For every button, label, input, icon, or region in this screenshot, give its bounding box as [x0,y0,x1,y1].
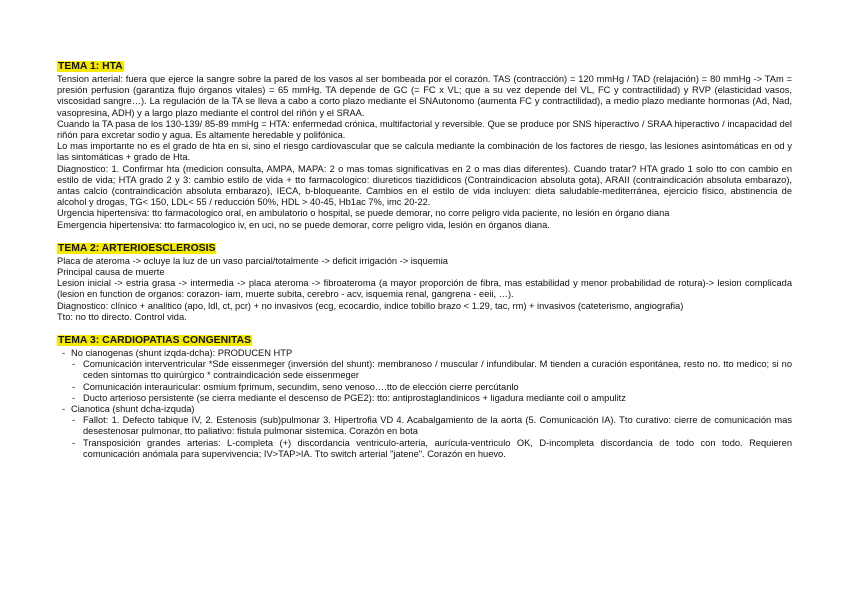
paragraph: Principal causa de muerte [57,267,165,278]
list-item: - Ducto arterioso persistente (se cierra mediante el descenso de PGE2): tto: antiprostaglandinicos + ligadura mediante coil o ampulitz [57,393,792,404]
paragraph: Diagnostico: clínico + analitico (apo, ldl, ct, pcr) + no invasivos (ecg, ecocardio, indice tobillo brazo < 1.29, tac, rm) + invasivos (cateterismo, angiografia) [57,300,684,311]
section-title: TEMA 2: ARTERIOESCLEROSIS [58,242,216,254]
section-title: TEMA 1: HTA [58,61,123,72]
list-item: - Cianotica (shunt dcha-izquda) [57,404,792,415]
paragraph: Diagnostico: 1. Confirmar hta (medicion consulta, AMPA, MAPA: 2 o mas tomas significativas en 2 o mas dias diferentes). Cuando tratar? HTA grado 1 solo tto con cambio en estilo de vida; HTA grado 2 y 3: cambio estilo de vida + tto farmacologico: diureticos tiazididicos (Contraindicacion absoluta gota), ARAII (contraindicación absoluta embarazo), antas calcio (contraindicación absoluta embarazo), IECA, b-bloqueante. Cambios en el estilo de vida incluyen: dieta saludable-mediterránea, ejercicio físico, abstinencia de alcohol y drogas, TG< 150, LDL< 55 / reducción 50%, HDL > 40-45, Hb1ac 7%, imc 20-22. [57,163,792,208]
paragraph: Urgencia hipertensiva: tto farmacologico oral, en ambulatorio o hospital, se puede demorar, no corre peligro vida paciente, no lesión en órgano diana [57,208,670,219]
list-item: - Fallot: 1. Defecto tabique IV, 2. Estenosis (sub)pulmonar 3. Hipertrofia VD 4. Acabalgamiento de la aorta (5. Comunicación IA). Tto curativo: cierre de comunicación mas desestenosar pulmonar, tto paliativo: fistula pulmonar sistemica. Corazón en bota [57,415,792,437]
paragraph: Lesion inicial -> estria grasa -> intermedia -> placa ateroma -> fibroateroma (a mayor proporción de fibra, mas estabilidad y menor probabilidad de rotura)-> lesion complicada (lesion en function de organos: corazon- iam, muerte subita, cerebro - acv, isquemia renal, gangrena - eeii, …). [57,278,792,300]
section-cardiopatias [57,330,792,460]
list-item: - Comunicación interventricular *Sde eissenmeger (inversión del shunt): membranoso / muscular / infundibular. M tienden a curación espontánea, resto no. tto medico; si no ceden sintomas tto quirúrgico * contraindicación sede eissenmeger [57,359,792,381]
list-item: - No cianogenas (shunt izqda-dcha): PRODUCEN HTP [57,348,792,359]
section-arterioesclerosis [57,238,792,323]
section-title: TEMA 3: CARDIOPATIAS CONGENITAS [58,335,251,347]
paragraph: Tto: no tto directo. Control vida. [57,311,187,322]
paragraph: Placa de ateroma -> ocluye la luz de un vaso parcial/totalmente -> deficit irrigación -> isquemia [57,255,448,266]
bullet-list [57,348,792,460]
paragraph: Lo mas importante no es el grado de hta en si, sino el riesgo cardiovascular que se calcula mediante la combinación de los factores de riesgo, las lesiones asintomáticas en od y las sintomáticas + grado de Hta. [57,141,792,163]
list-item: - Comunicación interauricular: osmium fprimum, secundim, seno venoso….tto de elección cierre percútanlo [57,382,792,393]
paragraph: Emergencia hipertensiva: tto farmacologico iv, en uci, no se puede demorar, corre peligro vida, lesión en órganos diana. [57,219,550,230]
paragraph: Tension arterial: fuera que ejerce la sangre sobre la pared de los vasos al ser bombeada por el corazón. TAS (contracción) = 120 mmHg / TAD (relajación) = 80 mmHg -> TAm = presión perfusion (garantiza flujo órganos vitales) = 65 mmHg. TA depende de GC (= FC x VL; que a su vez depende del VL, FC y contractilidad) y RVP (elasticidad vasos, viscosidad sangre…). La regulación de la TA se lleva a cabo a corto plazo mediante el SNAutonomo (aumenta FC y contractilidad), a medio plazo mediante hormonas (Ad, Nad, vasopresina, ADH) y a largo plazo mediante el control del riñón y el SRAA. [57,74,792,118]
paragraph: Cuando la TA pasa de los 130-139/ 85-89 mmHg = HTA: enfermedad crónica, multifactorial y reversible. Que se produce por SNS hiperactivo / SRAA hiperactivo / incapacidad del riñón para excretar sodio y agua. Es altamente heredable y polifónica. [57,118,792,141]
list-item: - Transposición grandes arterias: L-completa (+) discordancia ventriculo-arteria, aurícula-ventriculo OK, D-incompleta discordancia de todo con todo. Requieren comunicación anómala para supervivencia; IV>TAP>IA. Tto switch arterial "jatene". Corazón en huevo. [57,438,792,460]
document-page [57,56,792,467]
section-hta [57,56,792,231]
